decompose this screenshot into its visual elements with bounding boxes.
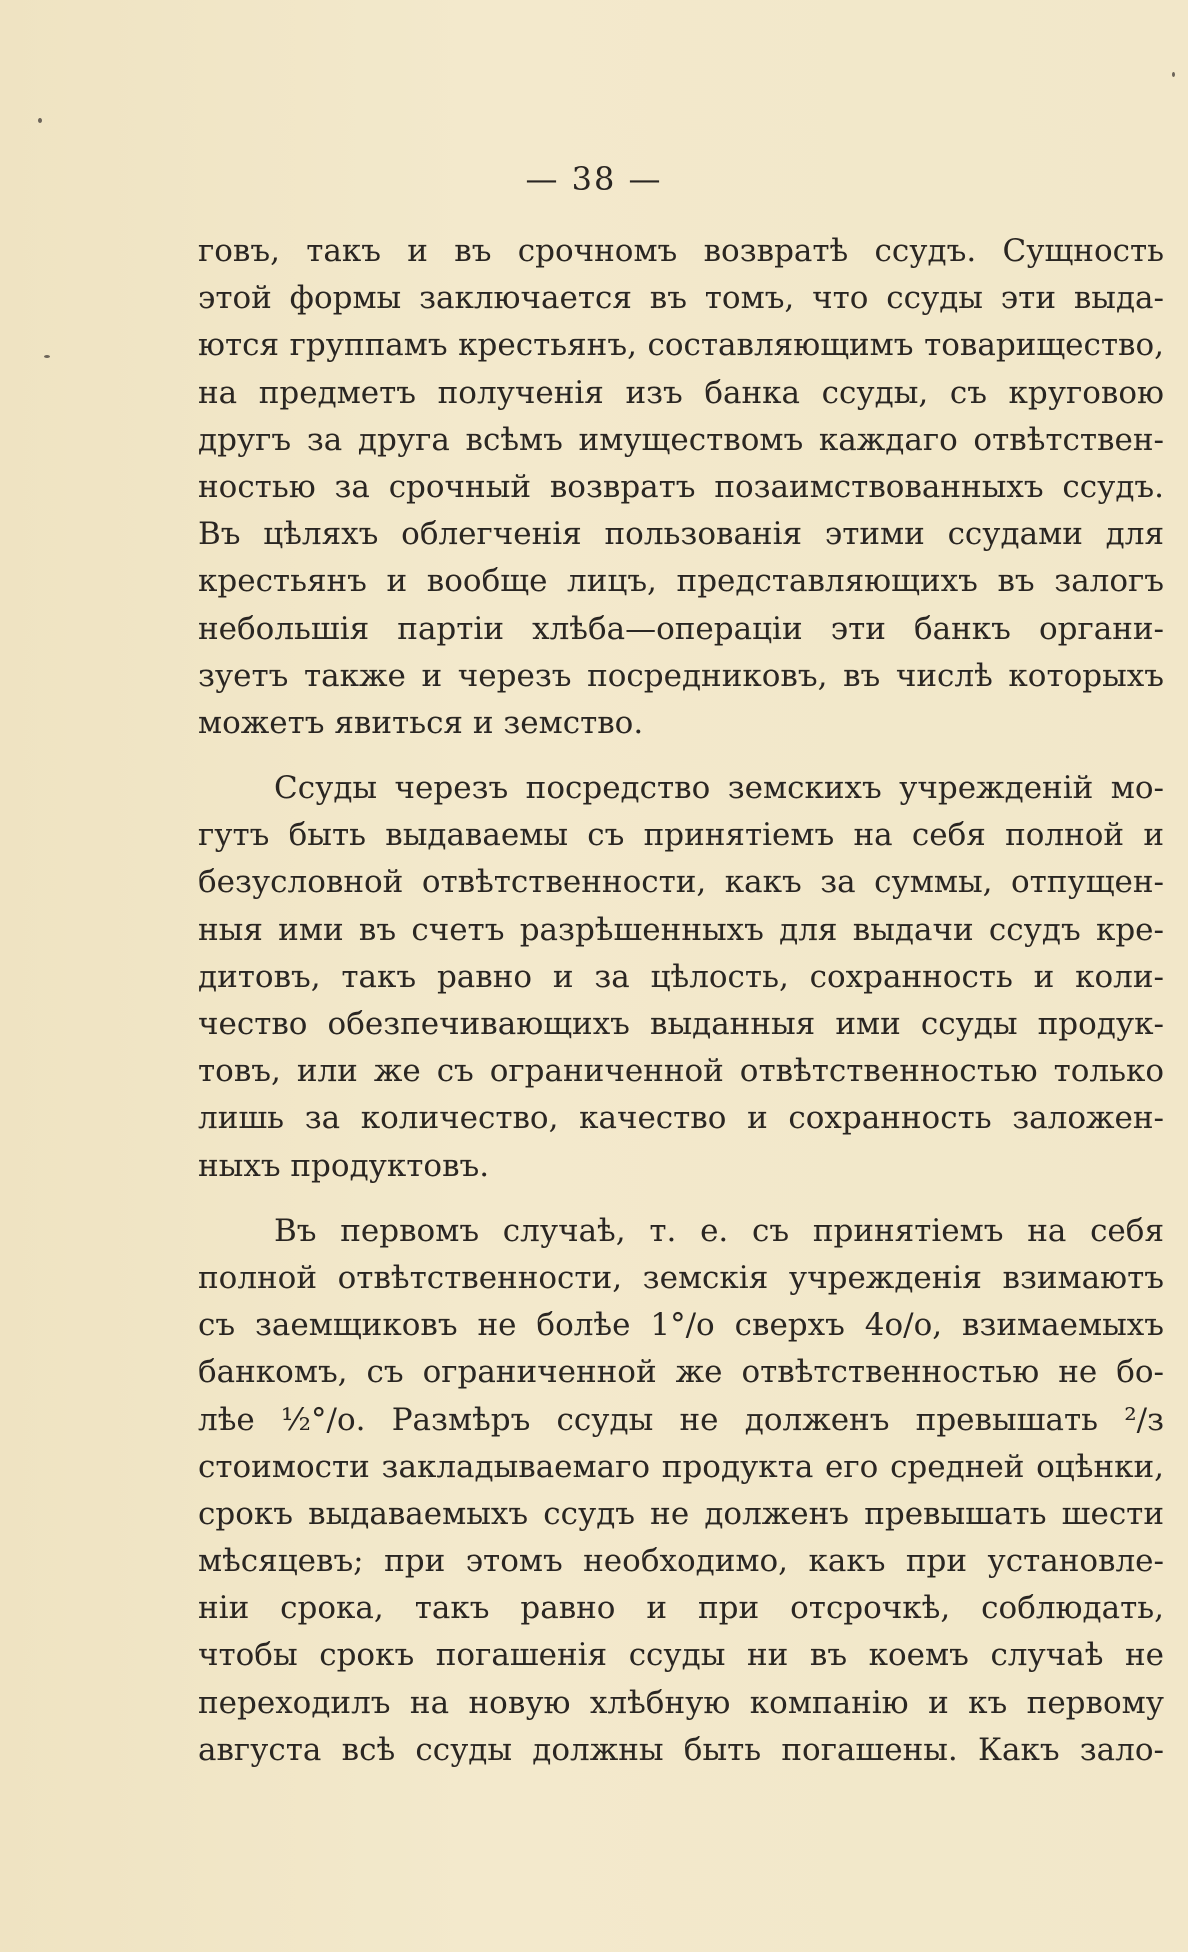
text-line: стоимости закладываемаго продукта его средней оцѣнки,: [198, 1448, 1164, 1485]
text-line: другъ за друга всѣмъ имуществомъ каждаго отвѣтствен-: [198, 421, 1164, 458]
paragraph-gap: [198, 1190, 1164, 1208]
text-line: говъ, такъ и въ срочномъ возвратѣ ссудъ. Сущность: [198, 233, 1164, 269]
paper-speck: [1172, 72, 1175, 77]
text-line: товъ, или же съ ограниченной отвѣтственностью только: [198, 1053, 1164, 1090]
text-line: зуетъ также и черезъ посредниковъ, въ числѣ которыхъ: [198, 657, 1164, 694]
text-line: этой формы заключается въ томъ, что ссуды эти выда-: [198, 280, 1164, 317]
text-line: лишь за количество, качество и сохранность заложен-: [198, 1100, 1164, 1137]
text-line: на предметъ полученія изъ банка ссуды, съ круговою: [198, 374, 1164, 411]
text-line: срокъ выдаваемыхъ ссудъ не долженъ превышать шести: [198, 1495, 1164, 1532]
text-line: Въ цѣляхъ облегченія пользованія этими ссудами для: [198, 516, 1164, 553]
text-line: съ заемщиковъ не болѣе 1°/о сверхъ 4о/о, взимаемыхъ: [198, 1307, 1164, 1344]
text-line: мѣсяцевъ; при этомъ необходимо, какъ при установле-: [198, 1543, 1164, 1580]
text-line: ніи срока, такъ равно и при отсрочкѣ, соблюдать,: [198, 1590, 1164, 1627]
page-number: — 38 —: [525, 160, 663, 198]
text-line: можетъ явиться и земство.: [198, 704, 644, 741]
text-line: чество обезпечивающихъ выданныя ими ссуды продук-: [198, 1006, 1164, 1042]
text-line: ныхъ продуктовъ.: [198, 1147, 490, 1184]
text-line: чтобы срокъ погашенія ссуды ни въ коемъ случаѣ не: [198, 1637, 1164, 1674]
text-line: ются группамъ крестьянъ, составляющимъ товарищество,: [198, 327, 1164, 364]
text-line: полной отвѣтственности, земскія учрежденія взимаютъ: [198, 1259, 1164, 1296]
text-line: гутъ быть выдаваемы съ принятіемъ на себя полной и: [198, 817, 1164, 854]
text-line: ныя ими въ счетъ разрѣшенныхъ для выдачи ссудъ кре-: [198, 911, 1164, 948]
text-line: крестьянъ и вообще лицъ, представляющихъ въ залогъ: [198, 563, 1164, 600]
text-line: августа всѣ ссуды должны быть погашены. Какъ зало-: [198, 1731, 1164, 1768]
text-line: небольшія партіи хлѣба—операціи эти банкъ органи-: [198, 610, 1164, 647]
text-line: банкомъ, съ ограниченной же отвѣтственностью не бо-: [198, 1354, 1164, 1391]
text-line: дитовъ, такъ равно и за цѣлость, сохранность и коли-: [198, 958, 1164, 995]
text-line: Ссуды черезъ посредство земскихъ учрежденій мо-: [274, 770, 1164, 807]
text-line: безусловной отвѣтственности, какъ за суммы, отпущен-: [198, 864, 1164, 901]
body-text: [198, 228, 1164, 1774]
text-line: лѣе ½°/о. Размѣръ ссуды не долженъ превышать ²/з: [198, 1401, 1164, 1438]
paper-speck: [38, 118, 42, 123]
text-line: переходилъ на новую хлѣбную компанію и къ первому: [198, 1684, 1164, 1721]
paper-speck: [44, 355, 50, 358]
text-line: ностью за срочный возвратъ позаимствованныхъ ссудъ.: [198, 468, 1164, 505]
text-line: Въ первомъ случаѣ, т. е. съ принятіемъ на себя: [274, 1212, 1164, 1249]
paragraph-gap: [198, 747, 1164, 765]
